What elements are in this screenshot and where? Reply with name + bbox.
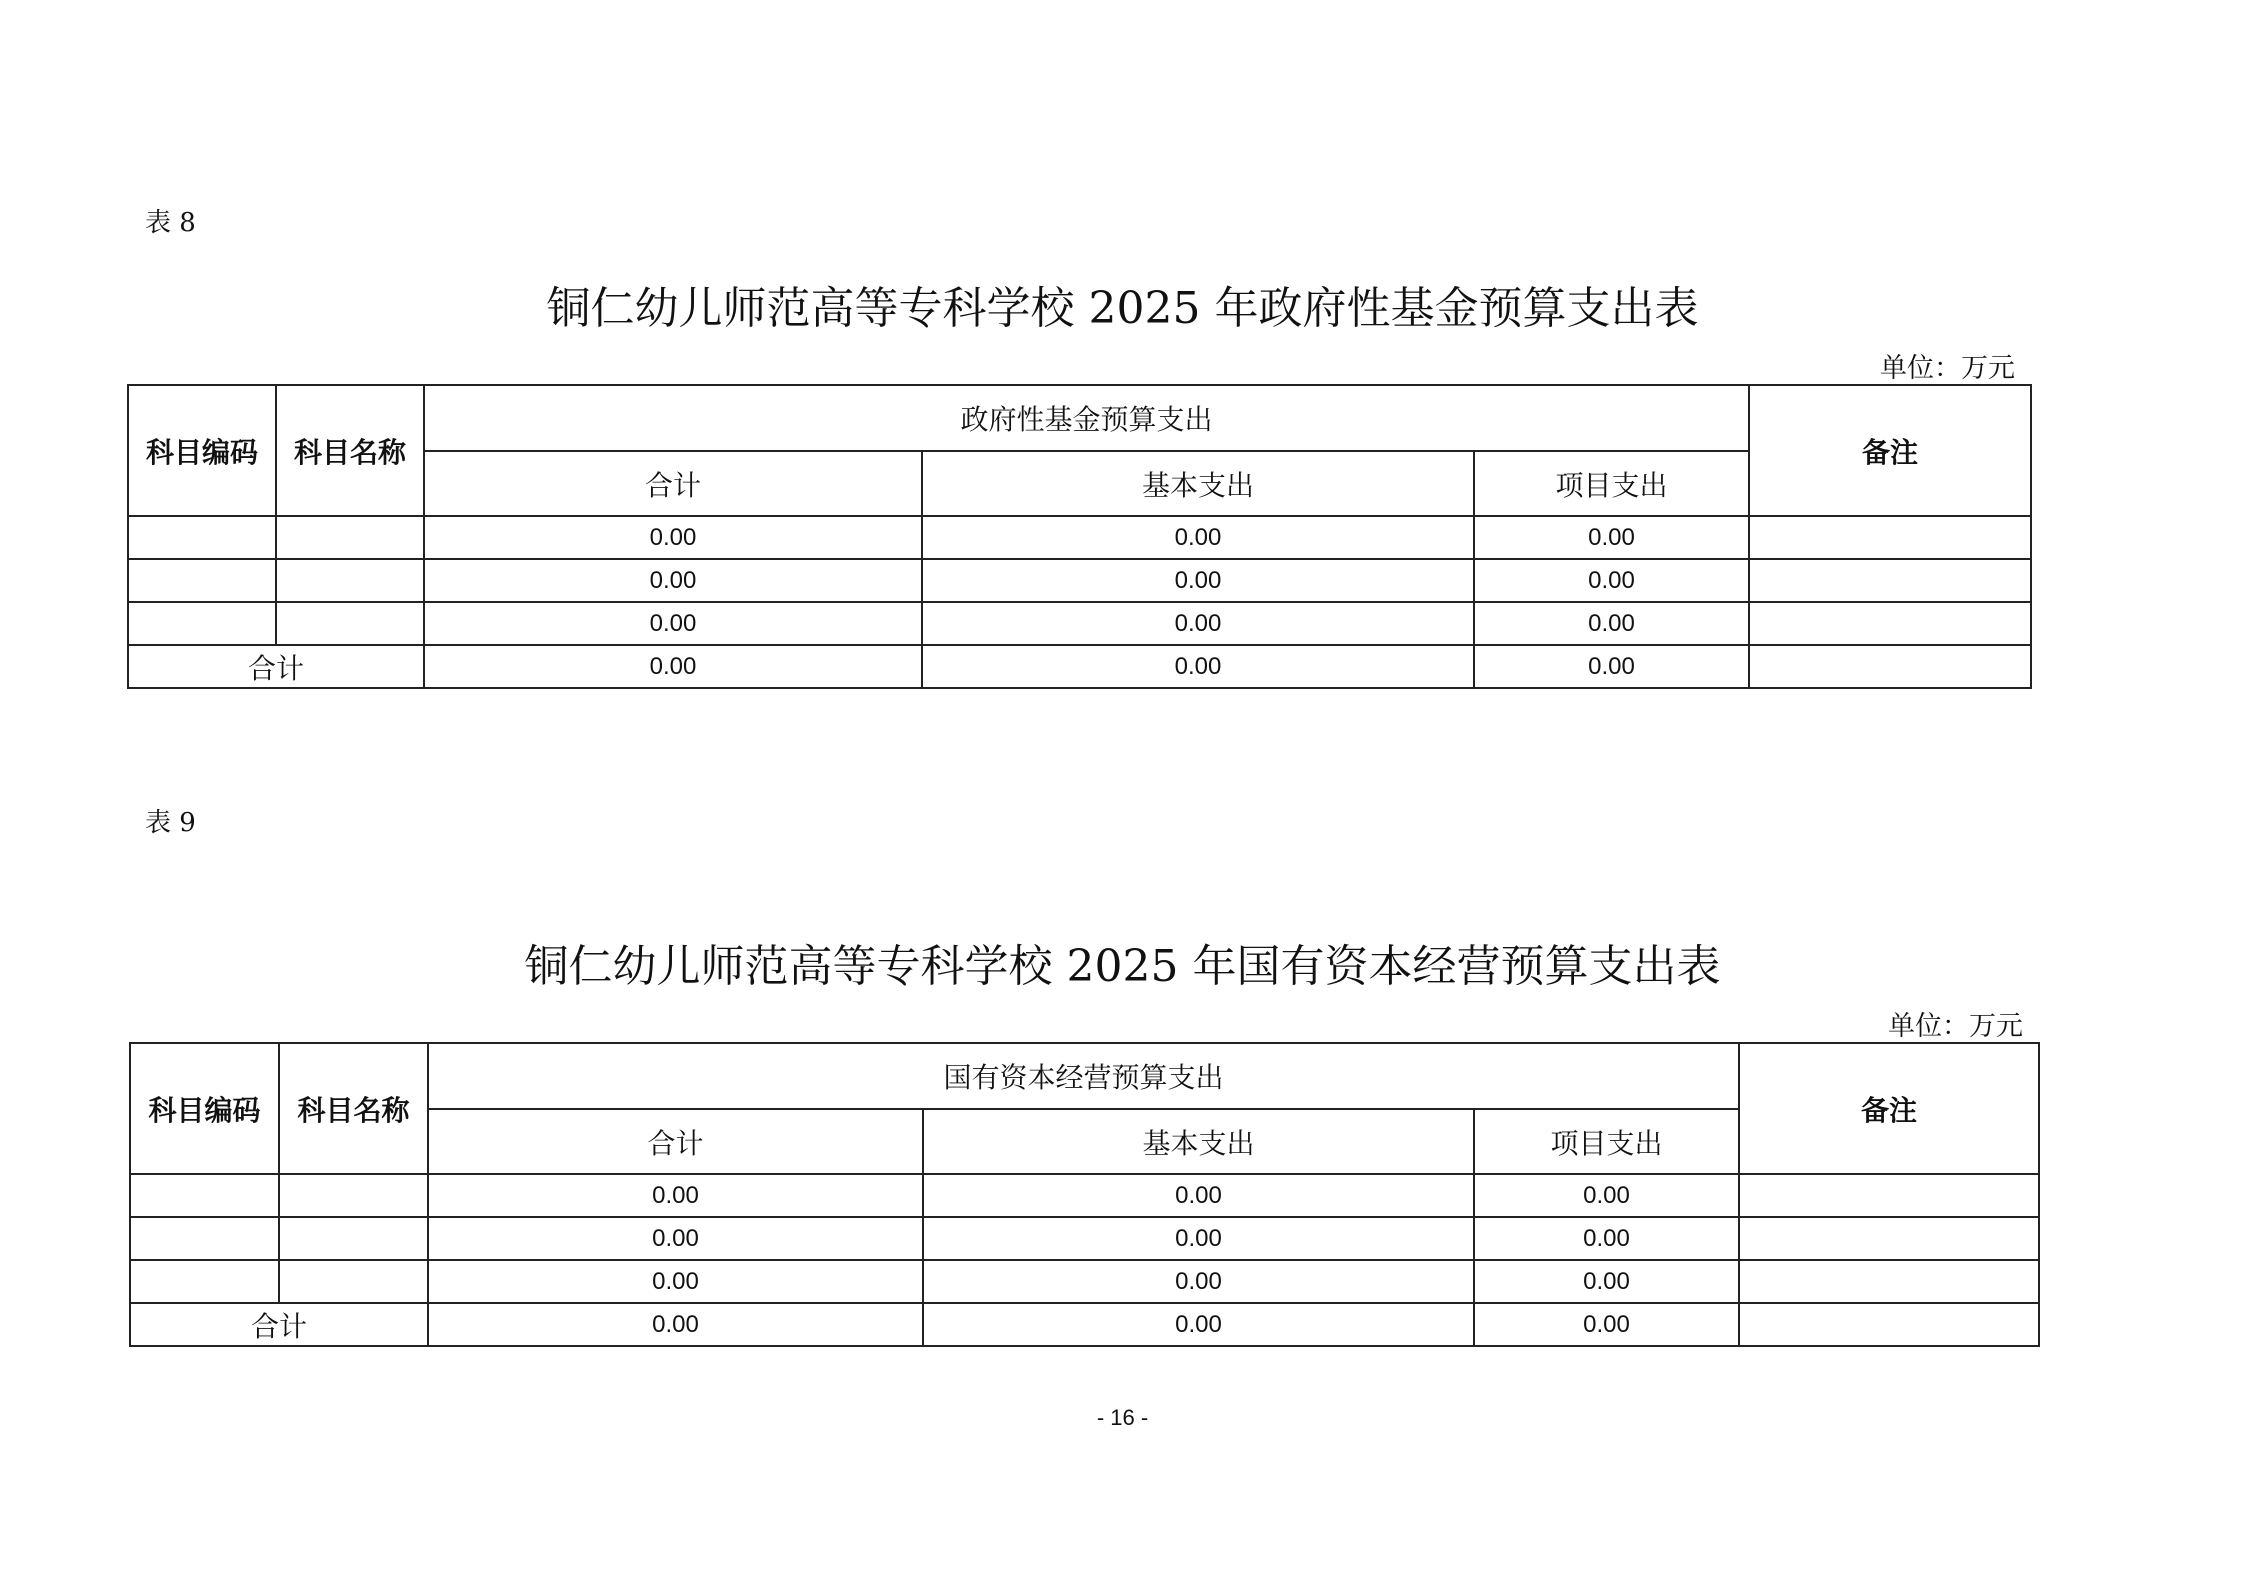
cell-name	[276, 559, 424, 602]
cell-remark	[1749, 559, 2031, 602]
budget-table-9	[129, 1042, 2040, 1347]
cell-project: 0.00	[1474, 559, 1749, 602]
cell-code	[130, 1174, 279, 1217]
header-name: 科目名称	[276, 385, 424, 516]
cell-remark	[1749, 602, 2031, 645]
table-row	[130, 1174, 2039, 1217]
sum-basic: 0.00	[922, 645, 1474, 688]
header-code: 科目编码	[130, 1043, 279, 1174]
budget-table-8	[127, 384, 2032, 689]
cell-basic: 0.00	[922, 516, 1474, 559]
header-project: 项目支出	[1474, 1109, 1739, 1174]
sum-total: 0.00	[428, 1303, 923, 1346]
cell-basic: 0.00	[923, 1217, 1474, 1260]
unit-label: 单位：万元	[1880, 353, 2015, 384]
table-row	[128, 516, 2031, 559]
cell-basic: 0.00	[923, 1260, 1474, 1303]
cell-project: 0.00	[1474, 516, 1749, 559]
cell-name	[279, 1260, 428, 1303]
cell-project: 0.00	[1474, 1174, 1739, 1217]
cell-name	[279, 1174, 428, 1217]
cell-remark	[1749, 516, 2031, 559]
cell-name	[279, 1217, 428, 1260]
header-name: 科目名称	[279, 1043, 428, 1174]
cell-code	[128, 602, 276, 645]
cell-name	[276, 602, 424, 645]
table-row	[128, 559, 2031, 602]
sum-basic: 0.00	[923, 1303, 1474, 1346]
cell-total: 0.00	[428, 1217, 923, 1260]
cell-basic: 0.00	[922, 602, 1474, 645]
cell-basic: 0.00	[923, 1174, 1474, 1217]
table-title: 铜仁幼儿师范高等专科学校 2025 年政府性基金预算支出表	[546, 283, 1699, 334]
cell-remark	[1739, 1174, 2039, 1217]
sum-row	[128, 645, 2031, 688]
sum-remark	[1739, 1303, 2039, 1346]
cell-remark	[1739, 1217, 2039, 1260]
cell-project: 0.00	[1474, 1260, 1739, 1303]
header-basic: 基本支出	[922, 451, 1474, 516]
sum-total: 0.00	[424, 645, 922, 688]
cell-project: 0.00	[1474, 602, 1749, 645]
header-group: 政府性基金预算支出	[424, 385, 1749, 451]
table-row	[130, 1217, 2039, 1260]
table-title: 铜仁幼儿师范高等专科学校 2025 年国有资本经营预算支出表	[524, 941, 1721, 992]
cell-total: 0.00	[424, 602, 922, 645]
header-group: 国有资本经营预算支出	[428, 1043, 1739, 1109]
cell-code	[128, 559, 276, 602]
header-total: 合计	[424, 451, 922, 516]
header-remark: 备注	[1749, 385, 2031, 516]
cell-project: 0.00	[1474, 1217, 1739, 1260]
sum-project: 0.00	[1474, 1303, 1739, 1346]
table-label: 表 9	[145, 808, 196, 838]
header-basic: 基本支出	[923, 1109, 1474, 1174]
cell-total: 0.00	[424, 559, 922, 602]
sum-label: 合计	[128, 645, 424, 688]
sum-row	[130, 1303, 2039, 1346]
unit-label: 单位：万元	[1888, 1011, 2023, 1042]
table-label: 表 8	[145, 208, 196, 238]
sum-project: 0.00	[1474, 645, 1749, 688]
table-row	[130, 1260, 2039, 1303]
header-remark: 备注	[1739, 1043, 2039, 1174]
cell-code	[130, 1217, 279, 1260]
header-project: 项目支出	[1474, 451, 1749, 516]
cell-total: 0.00	[428, 1174, 923, 1217]
cell-total: 0.00	[428, 1260, 923, 1303]
table-row	[128, 602, 2031, 645]
cell-total: 0.00	[424, 516, 922, 559]
header-code: 科目编码	[128, 385, 276, 516]
cell-remark	[1739, 1260, 2039, 1303]
cell-code	[128, 516, 276, 559]
sum-label: 合计	[130, 1303, 428, 1346]
page-number: - 16 -	[1096, 1405, 1149, 1430]
header-total: 合计	[428, 1109, 923, 1174]
sum-remark	[1749, 645, 2031, 688]
cell-basic: 0.00	[922, 559, 1474, 602]
cell-code	[130, 1260, 279, 1303]
cell-name	[276, 516, 424, 559]
